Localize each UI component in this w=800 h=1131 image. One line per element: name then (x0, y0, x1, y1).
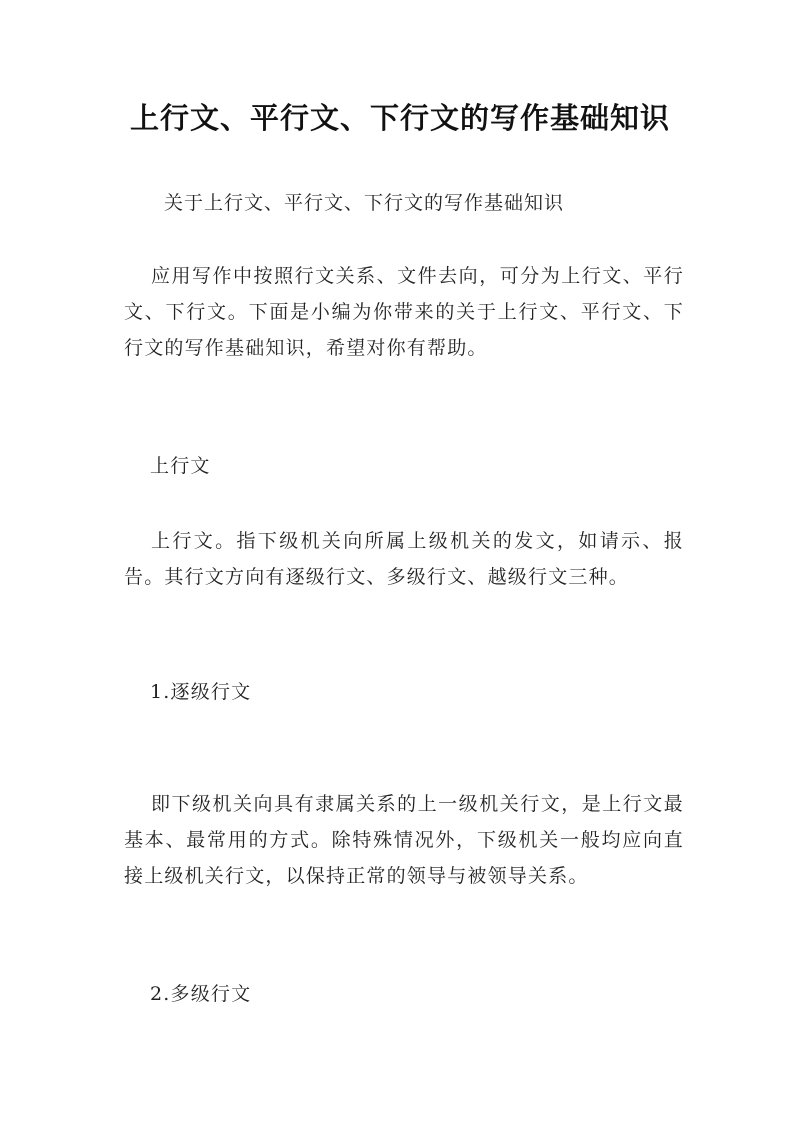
section-heading-shangxingwen: 上行文 (150, 455, 211, 477)
document-title: 上行文、平行文、下行文的写作基础知识 (129, 101, 670, 135)
section-paragraph-shangxingwen: 上行文。指下级机关向所属上级机关的发文，如请示、报告。其行文方向有逐级行文、多级行文、越级行文三种。 (124, 530, 684, 588)
section-paragraph-zhuji: 即下级机关向具有隶属关系的上一级机关行文，是上行文最基本、最常用的方式。除特殊情况外，下级机关一般均应向直接上级机关行文，以保持正常的领导与被领导关系。 (124, 793, 684, 887)
section-heading-zhuji: 1.逐级行文 (150, 681, 252, 703)
intro-paragraph: 应用写作中按照行文关系、文件去向，可分为上行文、平行文、下行文。下面是小编为你带来的关于上行文、平行文、下行文的写作基础知识，希望对你有帮助。 (124, 265, 684, 359)
section-heading-duoji: 2.多级行文 (150, 983, 252, 1005)
document-subtitle: 关于上行文、平行文、下行文的写作基础知识 (164, 192, 565, 214)
